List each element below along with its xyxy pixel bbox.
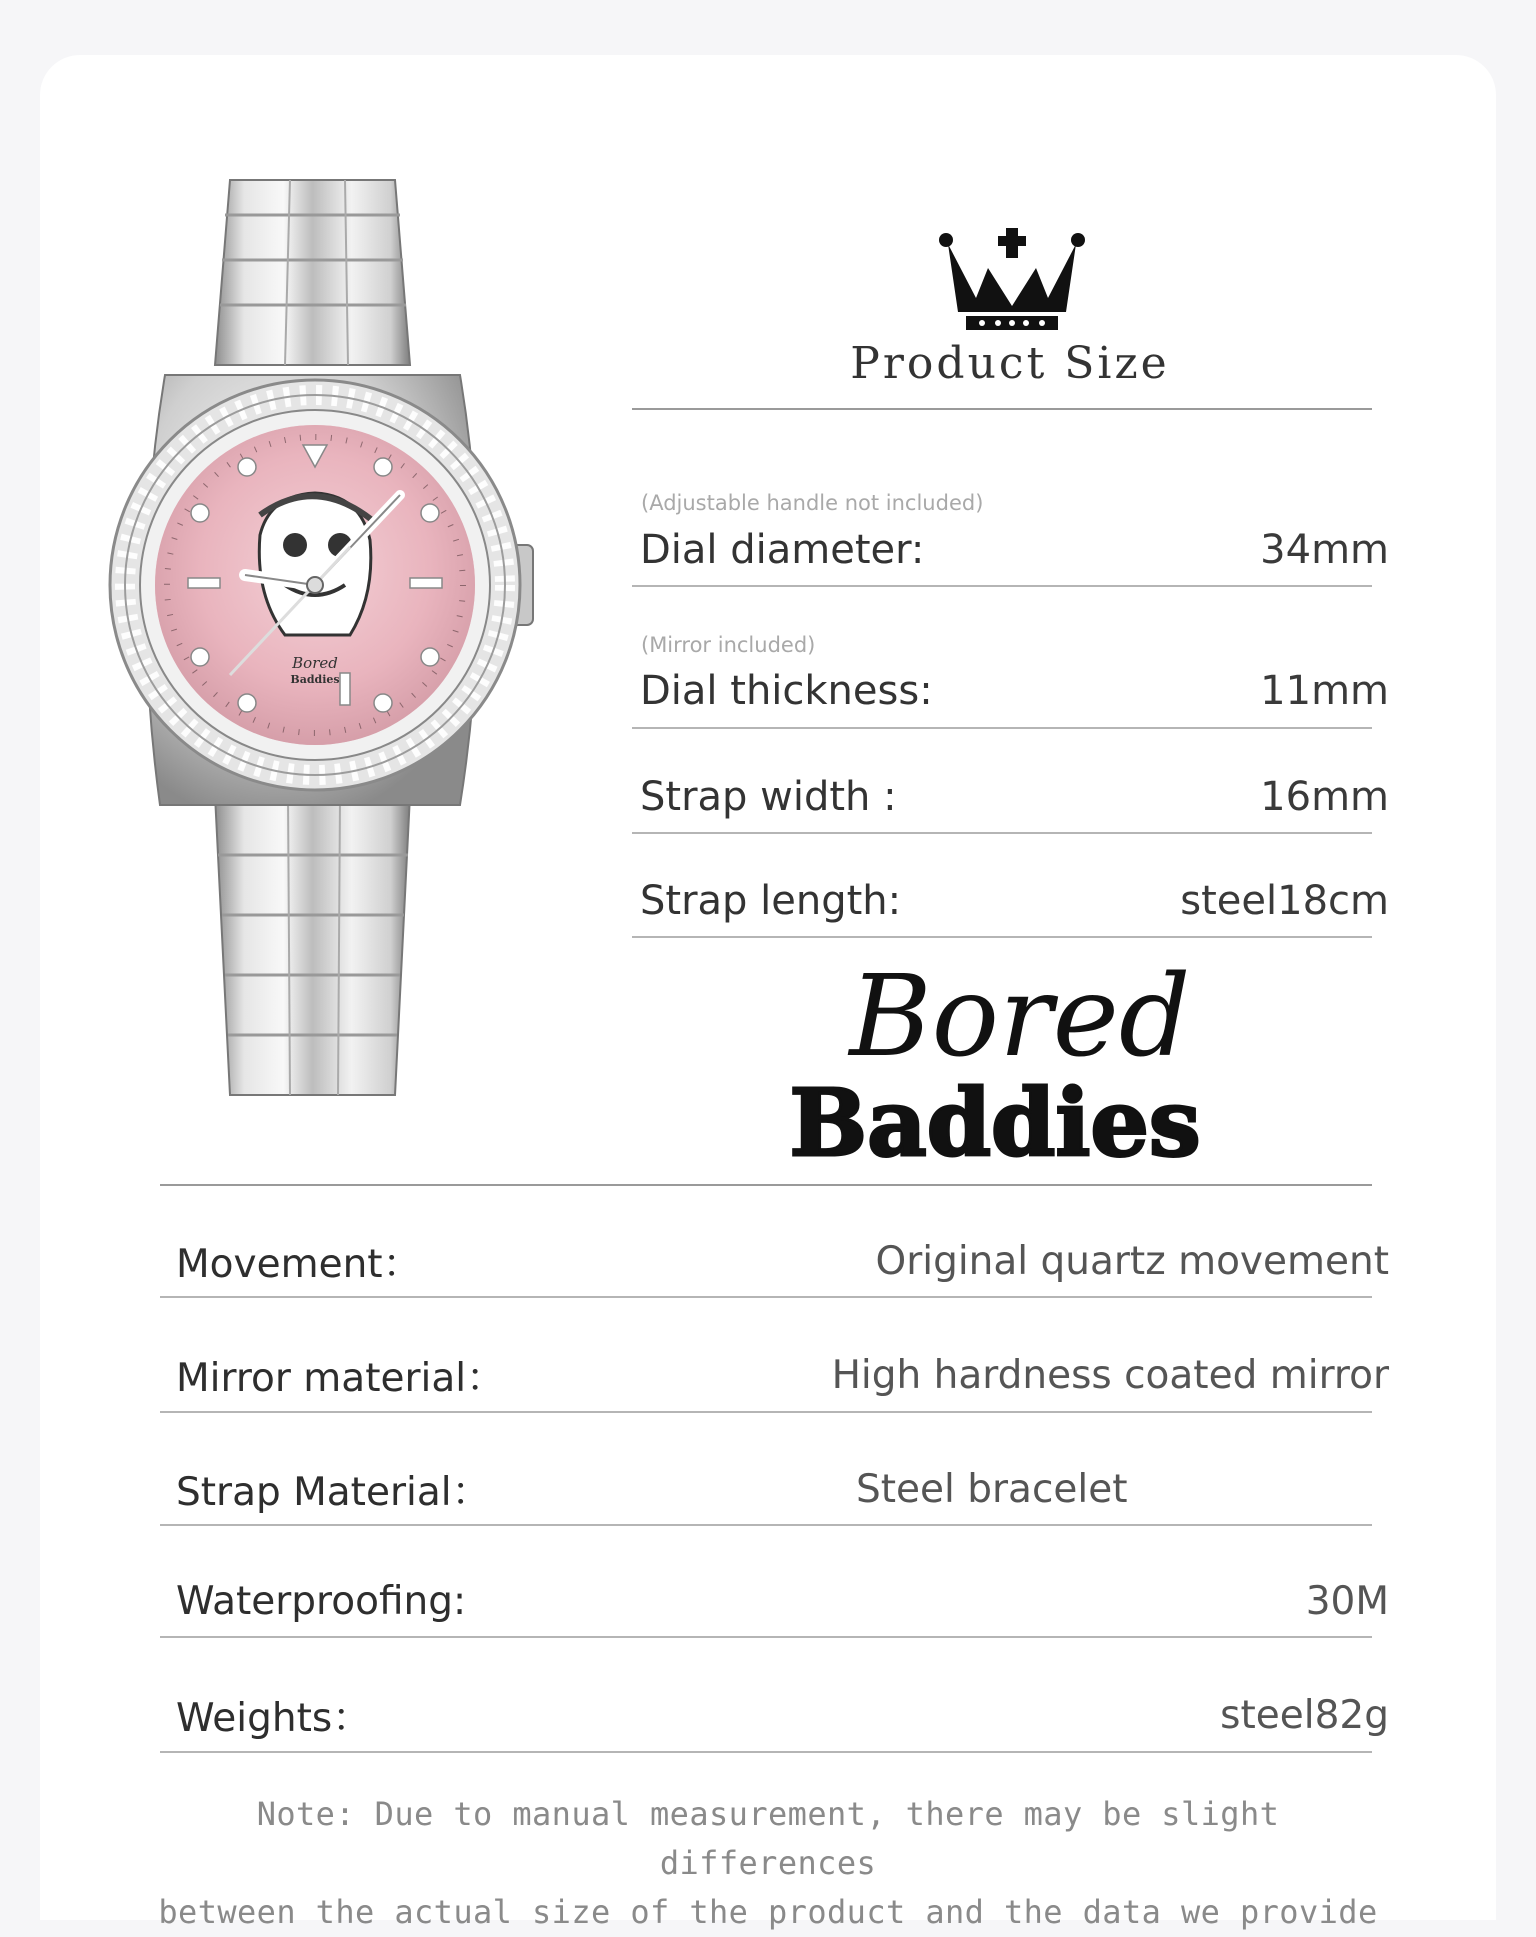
divider	[632, 585, 1372, 587]
note-line: between the actual size of the product and the data we provide	[158, 1893, 1378, 1931]
detail-value: High hardness coated mirror	[831, 1352, 1389, 1398]
spec-note-dial-thickness: (Mirror included)	[641, 633, 816, 657]
divider	[632, 727, 1372, 729]
spec-label: Dial thickness:	[640, 668, 933, 714]
spec-value: 16mm	[1260, 774, 1389, 820]
divider	[632, 832, 1372, 834]
detail-label: Strap Material：	[176, 1470, 491, 1515]
spec-row-strap-length	[640, 877, 1389, 925]
watch-image	[90, 175, 570, 1115]
dial-logo-line2: Baddies	[290, 673, 340, 686]
divider	[632, 936, 1372, 938]
detail-value: Steel bracelet	[856, 1466, 1128, 1512]
section-title: Product Size	[850, 338, 1170, 389]
measurement-note	[150, 1790, 1386, 1937]
divider	[160, 1411, 1372, 1413]
dial-logo-line1: Bored	[292, 654, 338, 672]
dial-character-illustration	[259, 493, 372, 635]
spec-row-dial-diameter	[640, 526, 1389, 574]
detail-row-waterproofing	[176, 1576, 1389, 1626]
spec-row-strap-width	[640, 773, 1389, 821]
spec-label: Strap length:	[640, 878, 902, 924]
spec-label: Dial diameter:	[640, 527, 925, 573]
spec-note-dial-diameter: (Adjustable handle not included)	[641, 491, 984, 515]
divider	[160, 1296, 1372, 1298]
detail-value: Original quartz movement	[875, 1238, 1389, 1284]
divider	[160, 1184, 1372, 1186]
detail-row-movement	[176, 1236, 1389, 1286]
divider	[160, 1524, 1372, 1526]
detail-label: Mirror material：	[176, 1356, 506, 1401]
detail-label: Weights：	[176, 1696, 372, 1741]
bracelet-upper	[215, 180, 410, 365]
svg-text:Baddies: Baddies	[789, 1069, 1201, 1177]
detail-label: Waterproofing:	[176, 1578, 467, 1624]
detail-row-mirror-material	[176, 1350, 1389, 1400]
spec-label: Strap width :	[640, 774, 897, 820]
divider	[160, 1636, 1372, 1638]
spec-value: 11mm	[1260, 668, 1389, 714]
detail-row-weights	[176, 1690, 1389, 1740]
spec-value: steel18cm	[1180, 878, 1389, 924]
divider	[160, 1751, 1372, 1753]
spec-value: 34mm	[1260, 527, 1389, 573]
detail-value: steel82g	[1220, 1692, 1389, 1738]
detail-row-strap-material	[176, 1464, 1389, 1514]
bracelet-lower	[215, 795, 410, 1095]
brand-logo	[789, 952, 1201, 1177]
detail-label: Movement：	[176, 1242, 422, 1287]
spec-row-dial-thickness	[640, 667, 1389, 715]
svg-text:Bored: Bored	[849, 952, 1191, 1082]
crown-icon	[938, 228, 1086, 336]
note-line: Note: Due to manual measurement, there may be slight differences	[256, 1795, 1280, 1882]
divider	[632, 408, 1372, 410]
detail-value: 30M	[1305, 1578, 1389, 1624]
